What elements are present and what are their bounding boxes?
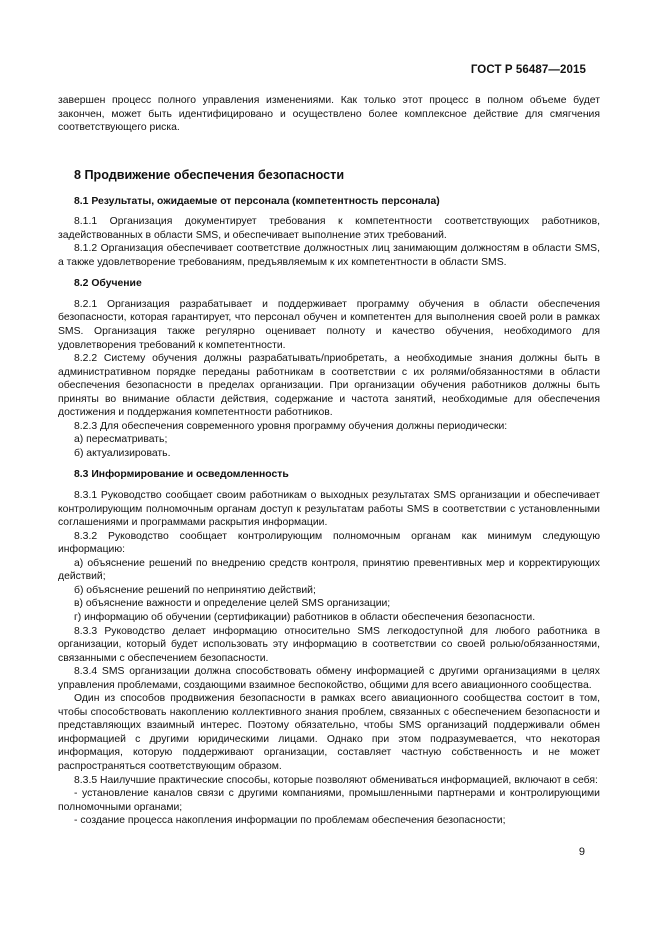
paragraph: 8.3.1 Руководство сообщает своим работникам о выходных результатах SMS организации и обеспечивает контролирующим полномочным органам доступ к результатам работы SMS в соответствии с установленными соглашениями и программами раскрытия информации. bbox=[58, 490, 600, 529]
paragraph: 8.2.3 Для обеспечения современного уровня программу обучения должны периодически: bbox=[74, 420, 508, 432]
paragraph: завершен процесс полного управления изменениями. Как только этот процесс в полном объеме будет закончен, может быть идентифицировано и осуществлено более комплексное действие для смягчения соответствующего риска. bbox=[58, 95, 600, 134]
page-content bbox=[58, 94, 600, 828]
list-item: а) объяснение решений по внедрению средств контроля, принятию превентивных мер и корректирующих действий; bbox=[58, 557, 600, 583]
document-code: ГОСТ Р 56487—2015 bbox=[470, 64, 586, 76]
paragraph: 8.2.1 Организация разрабатывает и поддерживает программу обучения в области обеспечения безопасности, которая гарантирует, что персонал обучен и компетентен для выполнения своей роли в рамках SMS. Организация также регулярно оценивает полноту и качество обучения, необходимого для удовлетворения требований к компетентности. bbox=[58, 298, 600, 351]
paragraph: 8.3.5 Наилучшие практические способы, которые позволяют обмениваться информацией, включают в себя: bbox=[74, 774, 598, 786]
list-item: в) объяснение важности и определение целей SMS организации; bbox=[74, 598, 391, 610]
paragraph: 8.3.4 SMS организации должна способствовать обмену информацией с другими организациями в целях управления проблемами, создающими взаимное беспокойство, общими для всего авиационного сообщества. bbox=[58, 666, 600, 691]
list-item: г) информацию об обучении (сертификации) работников в области обеспечения безопасности. bbox=[74, 611, 536, 623]
page-number: 9 bbox=[578, 846, 585, 858]
paragraph: Один из способов продвижения безопасности в рамках всего авиационного сообщества состоит в том, чтобы способствовать накоплению коллективного знания проблем, связанных с обеспечением безопасности и представляющих взаимный интерес. Поэтому обязательно, чтобы SMS организаций поддерживали обмен информацией с другими юридическими лицами. Однако при этом подразумевается, что некоторая информация, которую поддерживают организации, составляет частную собственность и не может распространяться соответствующим образом. bbox=[58, 693, 600, 772]
section-title: 8 Продвижение обеспечения безопасности bbox=[74, 167, 345, 182]
paragraph: 8.3.2 Руководство сообщает контролирующим полномочным органам как минимум следующую информацию: bbox=[58, 530, 600, 556]
paragraph: 8.1.1 Организация документирует требования к компетентности соответствующих работников, задействованных в области SMS, и обеспечивает выполнение этих требований. bbox=[58, 216, 600, 241]
list-item: б) объяснение решений по непринятию действий; bbox=[74, 584, 316, 596]
paragraph: 8.2.2 Систему обучения должны разрабатывать/приобретать, а необходимые знания должны быть в административном порядке переданы работникам в соответствии с их ролями/обязанностями в области обеспечения безопасности в пределах организации. При организации обучения работников должны быть приняты во внимание области действия, содержание и частота занятий, необходимые для обеспечения достижения и поддержания компетентности работников. bbox=[58, 353, 600, 419]
list-item: б) актуализировать. bbox=[74, 447, 171, 459]
subsection-title: 8.3 Информирование и осведомленность bbox=[74, 469, 289, 481]
paragraph: 8.1.2 Организация обеспечивает соответствие должностных лиц занимающим должностям в области SMS, а также удовлетворение требованиям, предъявляемым к их компетентности в области SMS. bbox=[58, 243, 600, 268]
list-item: - создание процесса накопления информации по проблемам обеспечения безопасности; bbox=[74, 815, 506, 827]
list-item: а) пересматривать; bbox=[74, 434, 168, 446]
subsection-title: 8.2 Обучение bbox=[74, 278, 142, 290]
list-item: - установление каналов связи с другими компаниями, промышленными партнерами и контролирующими полномочными органами; bbox=[58, 788, 600, 813]
subsection-title: 8.1 Результаты, ожидаемые от персонала (компетентность персонала) bbox=[74, 195, 440, 207]
paragraph: 8.3.3 Руководство делает информацию относительно SMS легкодоступной для любого работника в организации, который будет использовать эту информацию в соответствии со своей ролью/обязанностями, связанными с обеспечением безопасности. bbox=[58, 625, 600, 664]
